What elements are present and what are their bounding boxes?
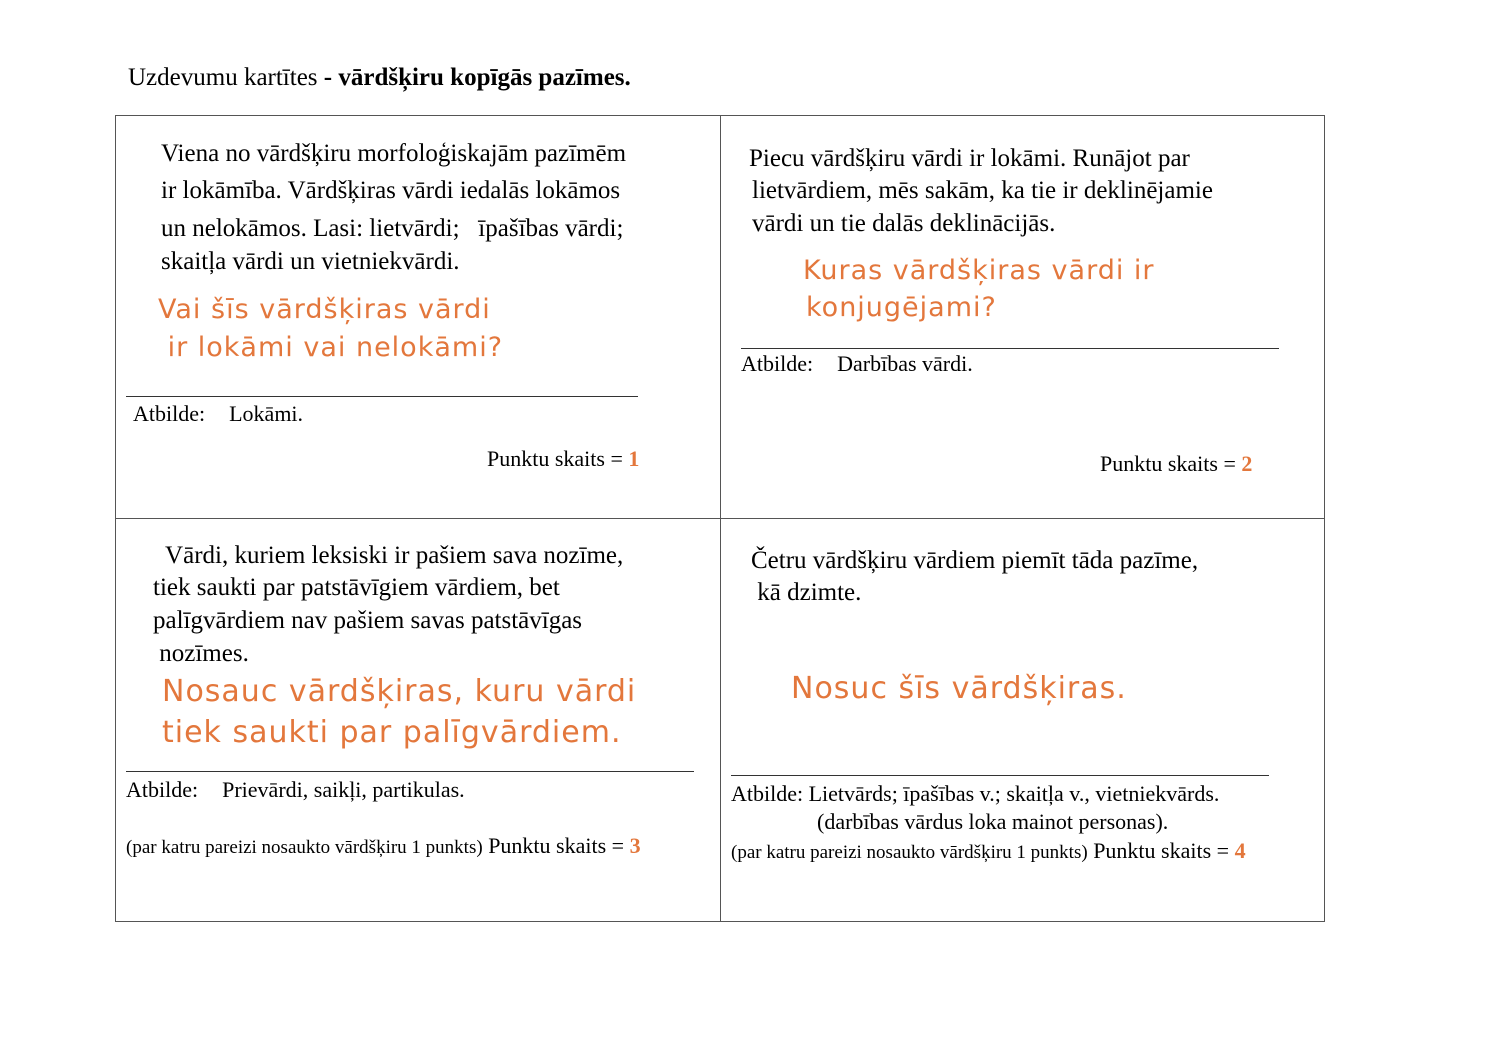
task-card-4 [721, 519, 1325, 922]
card-body-line: Vārdi, kuriem leksiski ir pašiem sava nozīme, [153, 542, 624, 569]
task-card-grid [115, 115, 1325, 922]
answer-underline [126, 396, 638, 397]
card-question-line: Nosauc vārdšķiras, kuru vārdi [162, 674, 637, 709]
card-points [731, 840, 1246, 862]
page-title [128, 64, 631, 92]
answer-label: Atbilde: [741, 351, 814, 376]
page-title-prefix: Uzdevumu kartītes [128, 64, 318, 91]
card-body-line: ir lokāmība. Vārdšķiras vārdi iedalās lokāmos [161, 177, 621, 204]
points-note: (par katru pareizi nosaukto vārdšķiru 1 punkts) [126, 837, 483, 858]
points-value: 2 [1241, 451, 1253, 476]
card-answer [133, 403, 303, 425]
answer-underline [126, 771, 694, 772]
points-value: 4 [1234, 838, 1246, 863]
points-value: 1 [628, 446, 640, 471]
card-question-line: ir lokāmi vai nelokāmi? [158, 332, 504, 363]
answer-text: Lokāmi. [229, 401, 304, 426]
card-body-line: lietvārdiem, mēs sakām, ka tie ir deklinējamie [752, 177, 1213, 204]
answer-text: Darbības vārdi. [837, 351, 973, 376]
task-card-2 [721, 116, 1325, 519]
answer-label: Atbilde: [133, 401, 206, 426]
points-label: Punktu skaits = [487, 446, 629, 471]
task-card-1 [116, 116, 720, 519]
card-body-line: nozīmes. [153, 640, 249, 667]
card-body-line: Viena no vārdšķiru morfoloģiskajām pazīmēm [161, 140, 627, 167]
answer-underline [741, 348, 1279, 349]
points-label: Punktu skaits = [1100, 451, 1242, 476]
card-points [1100, 453, 1252, 475]
card-answer [126, 779, 465, 801]
card-question-line: Nosuc šīs vārdšķiras. [791, 671, 1127, 706]
card-body-line: skaitļa vārdi un vietniekvārdi. [161, 248, 460, 275]
page-title-topic: - vārdšķiru kopīgās pazīmes. [317, 64, 631, 91]
points-value: 3 [629, 833, 641, 858]
points-label: Punktu skaits = [488, 833, 630, 858]
card-body-line: tiek saukti par patstāvīgiem vārdiem, bet [153, 574, 560, 601]
answer-label: Atbilde: [126, 777, 199, 802]
card-body-line: palīgvārdiem nav pašiem savas patstāvīgas [153, 607, 583, 634]
points-label: Punktu skaits = [1093, 838, 1235, 863]
task-card-3 [116, 519, 720, 922]
answer-text: Prievārdi, saikļi, partikulas. [222, 777, 465, 802]
answer-text: Lietvārds; īpašības v.; skaitļa v., vietniekvārds. [808, 781, 1220, 806]
card-answer [731, 783, 1219, 805]
card-body-line: vārdi un tie dalās deklinācijās. [752, 210, 1056, 237]
card-question-line: Vai šīs vārdšķiras vārdi [158, 294, 491, 325]
card-points [487, 448, 639, 470]
points-note: (par katru pareizi nosaukto vārdšķiru 1 punkts) [731, 842, 1088, 863]
card-points [126, 835, 641, 857]
answer-label: Atbilde: [731, 781, 804, 806]
card-answer-extra: (darbības vārdus loka mainot personas). [817, 809, 1169, 834]
card-question-line: Kuras vārdšķiras vārdi ir [803, 255, 1155, 286]
card-body-line: Četru vārdšķiru vārdiem piemīt tāda pazīme, [751, 547, 1199, 574]
card-question-line: konjugējami? [806, 292, 997, 323]
card-body-line: kā dzimte. [751, 579, 862, 606]
answer-underline [731, 775, 1269, 776]
card-question-line: tiek saukti par palīgvārdiem. [162, 715, 622, 750]
card-body-line: un nelokāmos. Lasi: lietvārdi; īpašības vārdi; [161, 215, 624, 242]
card-answer [741, 353, 973, 375]
card-body-line: Piecu vārdšķiru vārdi ir lokāmi. Runājot par [749, 145, 1190, 172]
